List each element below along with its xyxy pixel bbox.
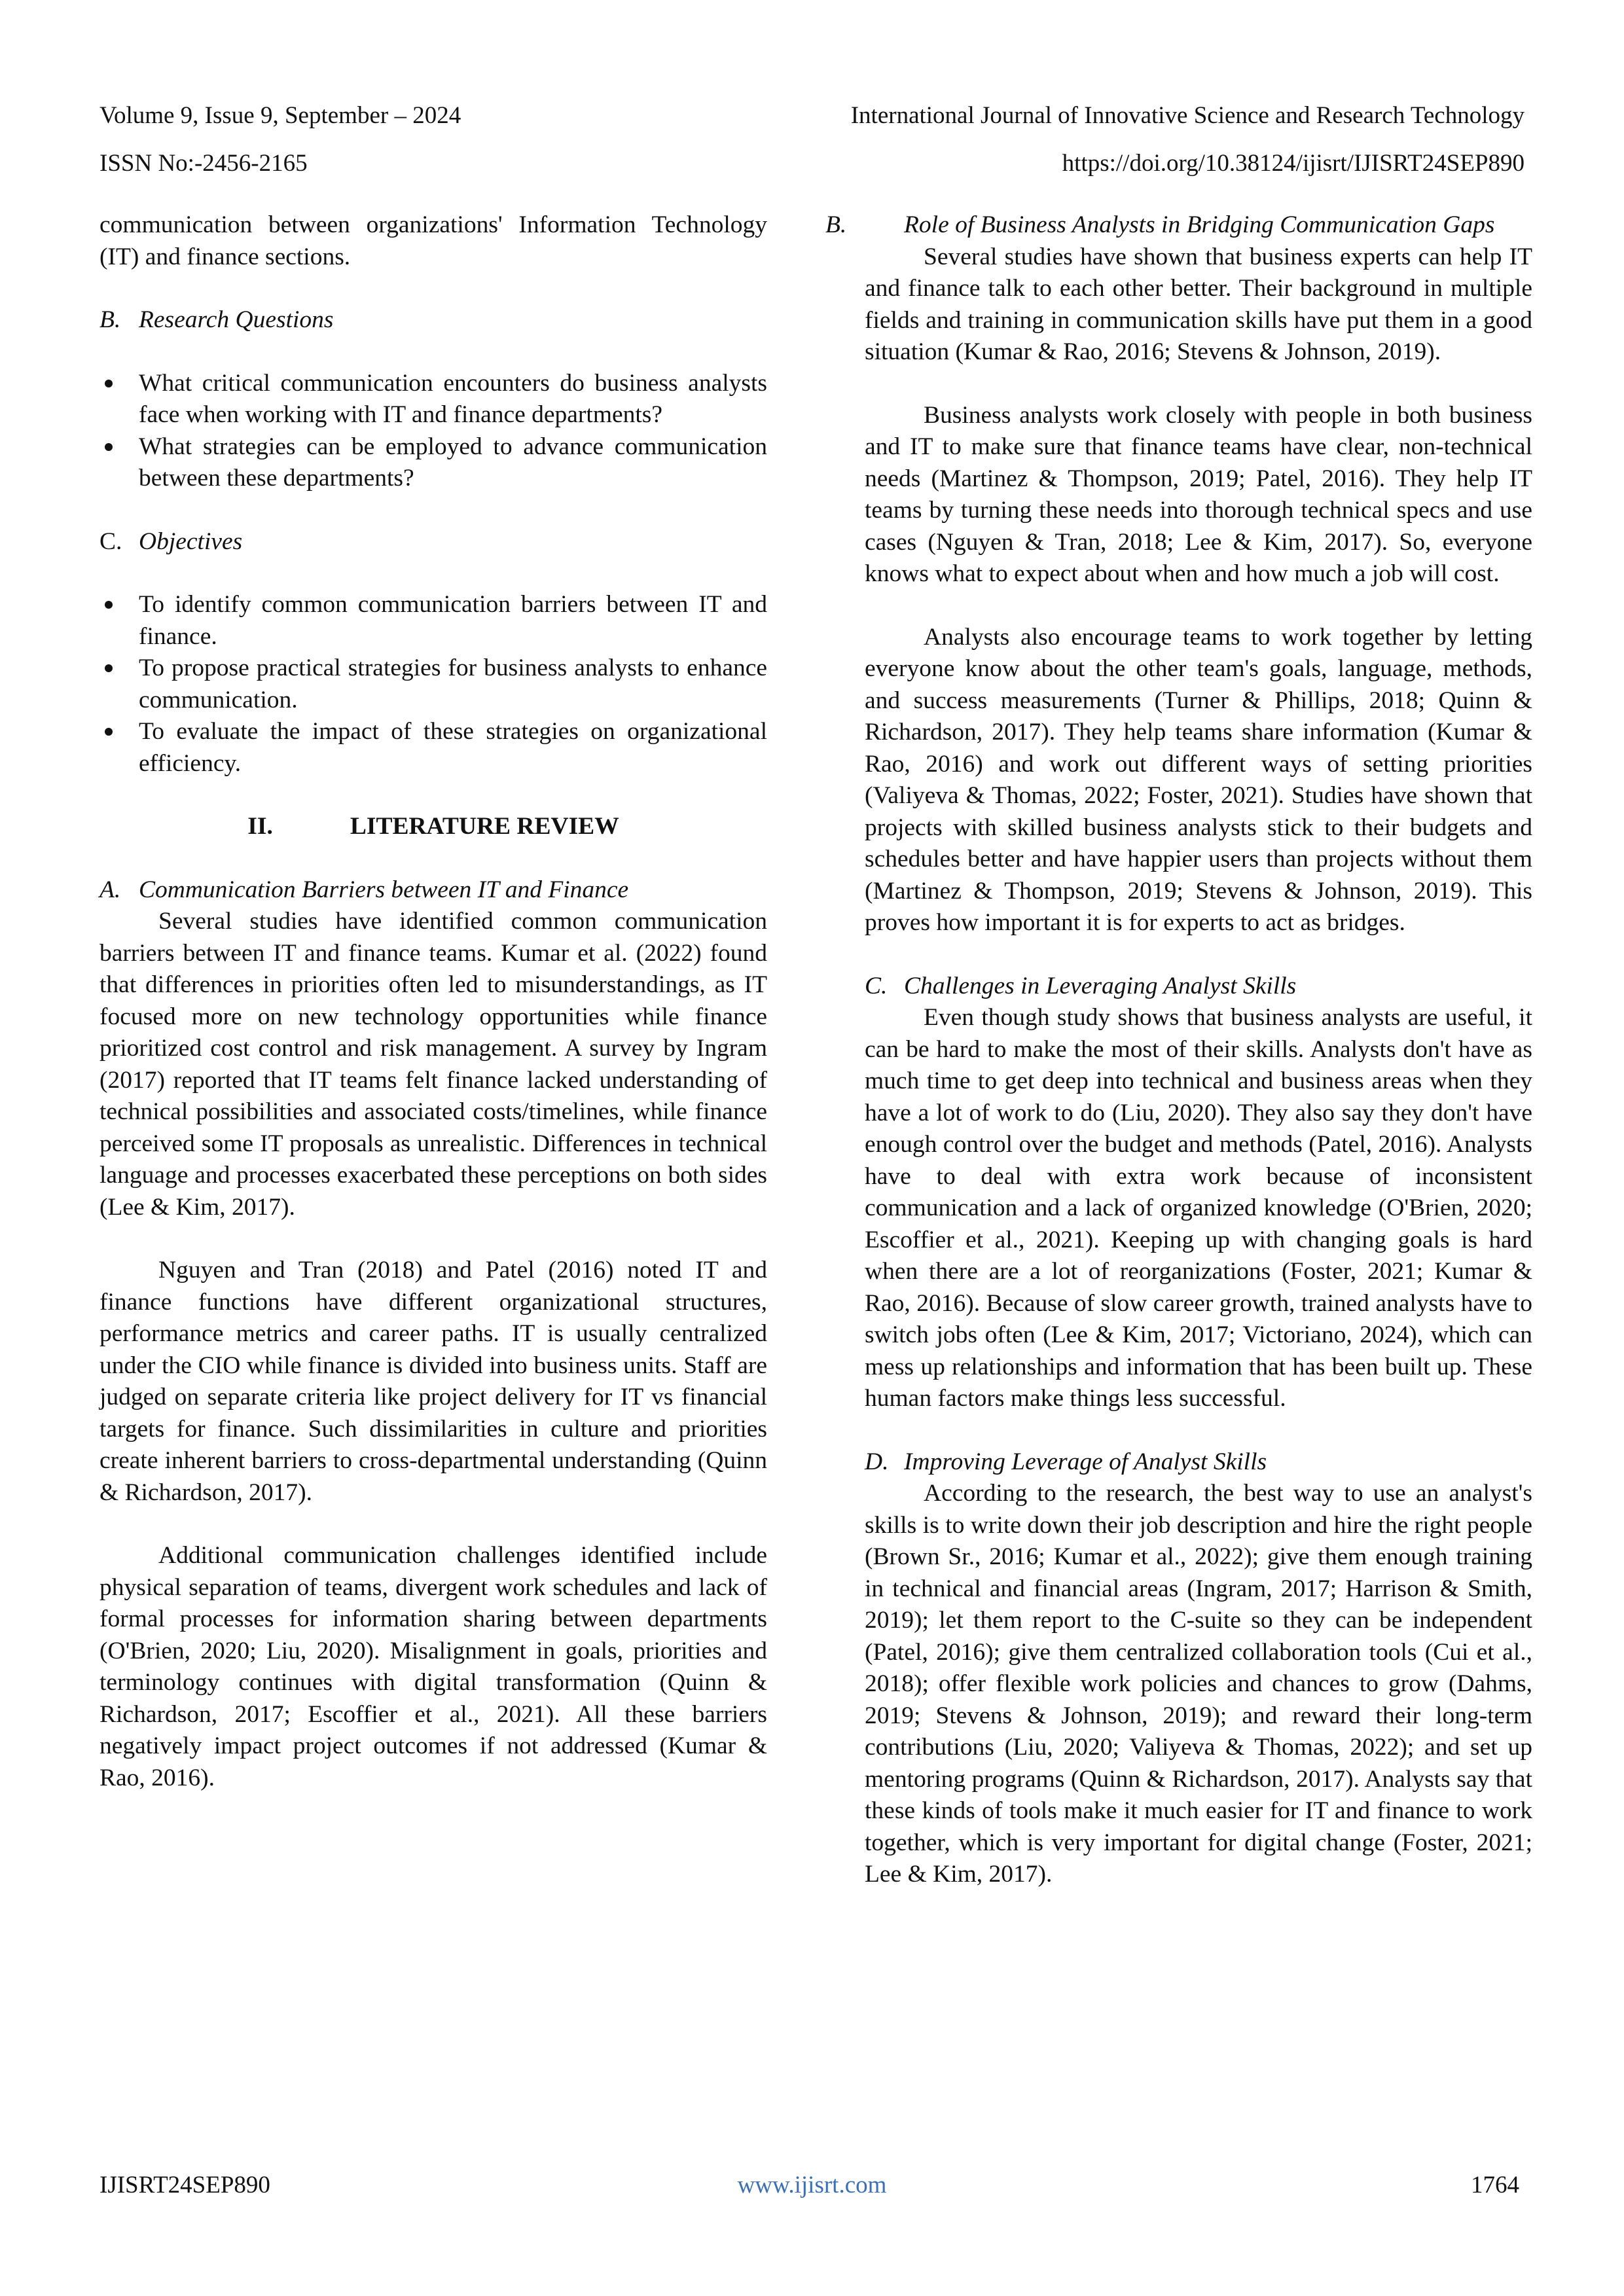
left-column	[99, 209, 767, 1794]
subsection-c-number: C.	[865, 972, 888, 999]
subsection-d-title: Improving Leverage of Analyst Skills	[904, 1448, 1267, 1475]
body-paragraph: Several studies have identified common communication barriers between IT and finance teams. Kumar et al. (2022) found that differences in priorities often led to misunderstandings, as IT focused more on new technology opportunities while finance prioritized cost control and risk management. A survey by Ingram (2017) reported that IT teams felt finance lacked understanding of technical possibilities and associated costs/timelines, while finance perceived some IT proposals as unrealistic. Differences in technical language and processes exacerbated these perceptions on both sides (Lee & Kim, 2017).	[99, 908, 767, 1221]
list-item	[99, 431, 767, 495]
list-item	[99, 589, 767, 653]
research-questions-heading	[99, 304, 767, 336]
website-link[interactable]: www.ijisrt.com	[737, 2172, 887, 2198]
issn-number: ISSN No:-2456-2165	[99, 150, 308, 177]
page-number: 1764	[1471, 2172, 1519, 2198]
bullet-icon	[105, 664, 113, 672]
section-title: LITERATURE REVIEW	[350, 813, 619, 840]
body-paragraph: According to the research, the best way to use an analyst's skills is to write down their job description and hire the right people (Brown Sr., 2016; Kumar et al., 2022); give them enough training in technical and financial areas (Ingram, 2017; Harrison & Smith, 2019); let them report to the C-suite so they can be independent (Patel, 2016); give them centralized collaboration tools (Cui et al., 2018); offer flexible work policies and chances to grow (Dahms, 2019; Stevens & Johnson, 2019); and reward their long-term contributions (Liu, 2020; Valiyeva & Thomas, 2022); and set up mentoring programs (Quinn & Richardson, 2017). Analysts say that these kinds of tools make it much easier for IT and finance to work together, which is very important for digital change (Foster, 2021; Lee & Kim, 2017).	[865, 1480, 1532, 1888]
subsection-b-number: B.	[825, 211, 847, 238]
subsection-c-heading	[865, 971, 1532, 1003]
list-item-text: What critical communication encounters do business analysts face when working with IT and finance departments?	[139, 369, 767, 428]
subsection-a-heading	[99, 874, 767, 906]
volume-issue-date: Volume 9, Issue 9, September – 2024	[99, 102, 461, 129]
body-paragraph: Analysts also encourage teams to work together by letting everyone know about the other team's goals, language, methods, and success measurements (Turner & Phillips, 2018; Quinn & Richardson, 2017). They help teams share information (Kumar & Rao, 2016) and work out different ways of setting priorities (Valiyeva & Thomas, 2022; Foster, 2021). Studies have shown that projects with skilled business analysts stick to their budgets and schedules better and have happier users than projects without them (Martinez & Thompson, 2019; Stevens & Johnson, 2019). This proves how important it is for experts to act as bridges.	[865, 623, 1532, 936]
research-questions-list	[99, 368, 767, 495]
body-paragraph: Business analysts work closely with people in both business and IT to make sure that finance teams have clear, non-technical needs (Martinez & Thompson, 2019; Patel, 2016). They help IT teams by turning these needs into thorough technical specs and use cases (Nguyen & Tran, 2018; Lee & Kim, 2017). So, everyone knows what to expect about when and how much a job will cost.	[865, 401, 1532, 587]
subsection-a-title: Communication Barriers between IT and Finance	[139, 876, 629, 903]
objectives-title: Objectives	[139, 528, 243, 555]
bullet-icon	[105, 380, 113, 387]
intro-paragraph: communication between organizations' Information Technology (IT) and finance sections.	[99, 211, 767, 270]
list-item-text: To evaluate the impact of these strategies on organizational efficiency.	[139, 718, 767, 777]
subsection-b-title: Role of Business Analysts in Bridging Communication Gaps	[904, 211, 1495, 238]
objectives-heading	[99, 526, 767, 558]
list-item-text: To propose practical strategies for business analysts to enhance communication.	[139, 655, 767, 713]
section-heading	[99, 811, 767, 843]
subsection-c-title: Challenges in Leveraging Analyst Skills	[904, 972, 1297, 999]
subsection-d-number: D.	[865, 1448, 889, 1475]
doi-link[interactable]: https://doi.org/10.38124/ijisrt/IJISRT24SEP890	[1062, 150, 1525, 177]
objectives-list	[99, 589, 767, 780]
list-item	[99, 368, 767, 431]
list-item	[99, 716, 767, 780]
paper-id: IJISRT24SEP890	[99, 2172, 270, 2198]
research-questions-number: B.	[99, 306, 121, 333]
list-item-text: What strategies can be employed to advance communication between these departments?	[139, 433, 767, 492]
objectives-number: C.	[99, 528, 122, 555]
subsection-a-number: A.	[99, 876, 121, 903]
body-paragraph: Additional communication challenges identified include physical separation of teams, divergent work schedules and lack of formal processes for information sharing between departments (O'Brien, 2020; Liu, 2020). Misalignment in goals, priorities and terminology continues with digital transformation (Quinn & Richardson, 2017; Escoffier et al., 2021). All these barriers negatively impact project outcomes if not addressed (Kumar & Rao, 2016).	[99, 1542, 767, 1791]
list-item	[99, 653, 767, 716]
body-paragraph: Nguyen and Tran (2018) and Patel (2016) noted IT and finance functions have different organizational structures, performance metrics and career paths. IT is usually centralized under the CIO while finance is divided into business units. Staff are judged on separate criteria like project delivery for IT vs financial targets for finance. Such dissimilarities in culture and priorities create inherent barriers to cross-departmental understanding (Quinn & Richardson, 2017).	[99, 1257, 767, 1506]
subsection-b-heading	[825, 209, 1532, 242]
body-paragraph: Several studies have shown that business experts can help IT and finance talk to each other better. Their background in multiple fields and training in communication skills have put them in a good situation (Kumar & Rao, 2016; Stevens & Johnson, 2019).	[865, 243, 1532, 365]
journal-title: International Journal of Innovative Science and Research Technology	[850, 102, 1525, 129]
section-number: II.	[247, 813, 273, 840]
list-item-text: To identify common communication barriers between IT and finance.	[139, 591, 767, 650]
bullet-icon	[105, 728, 113, 736]
research-questions-title: Research Questions	[139, 306, 334, 333]
body-paragraph: Even though study shows that business analysts are useful, it can be hard to make the most of their skills. Analysts don't have as much time to get deep into technical and business areas when they have a lot of work to do (Liu, 2020). They also say they don't have enough control over the budget and methods (Patel, 2016). Analysts have to deal with extra work because of inconsistent communication and a lack of organized knowledge (O'Brien, 2020; Escoffier et al., 2021). Keeping up with changing goals is hard when there are a lot of reorganizations (Foster, 2021; Kumar & Rao, 2016). Because of slow career growth, trained analysts have to switch jobs often (Lee & Kim, 2017; Victoriano, 2024), which can mess up relationships and information that has been built up. These human factors make things less successful.	[865, 1004, 1532, 1412]
bullet-icon	[105, 443, 113, 451]
right-column	[825, 209, 1532, 1891]
bullet-icon	[105, 601, 113, 609]
subsection-d-heading	[865, 1446, 1532, 1479]
